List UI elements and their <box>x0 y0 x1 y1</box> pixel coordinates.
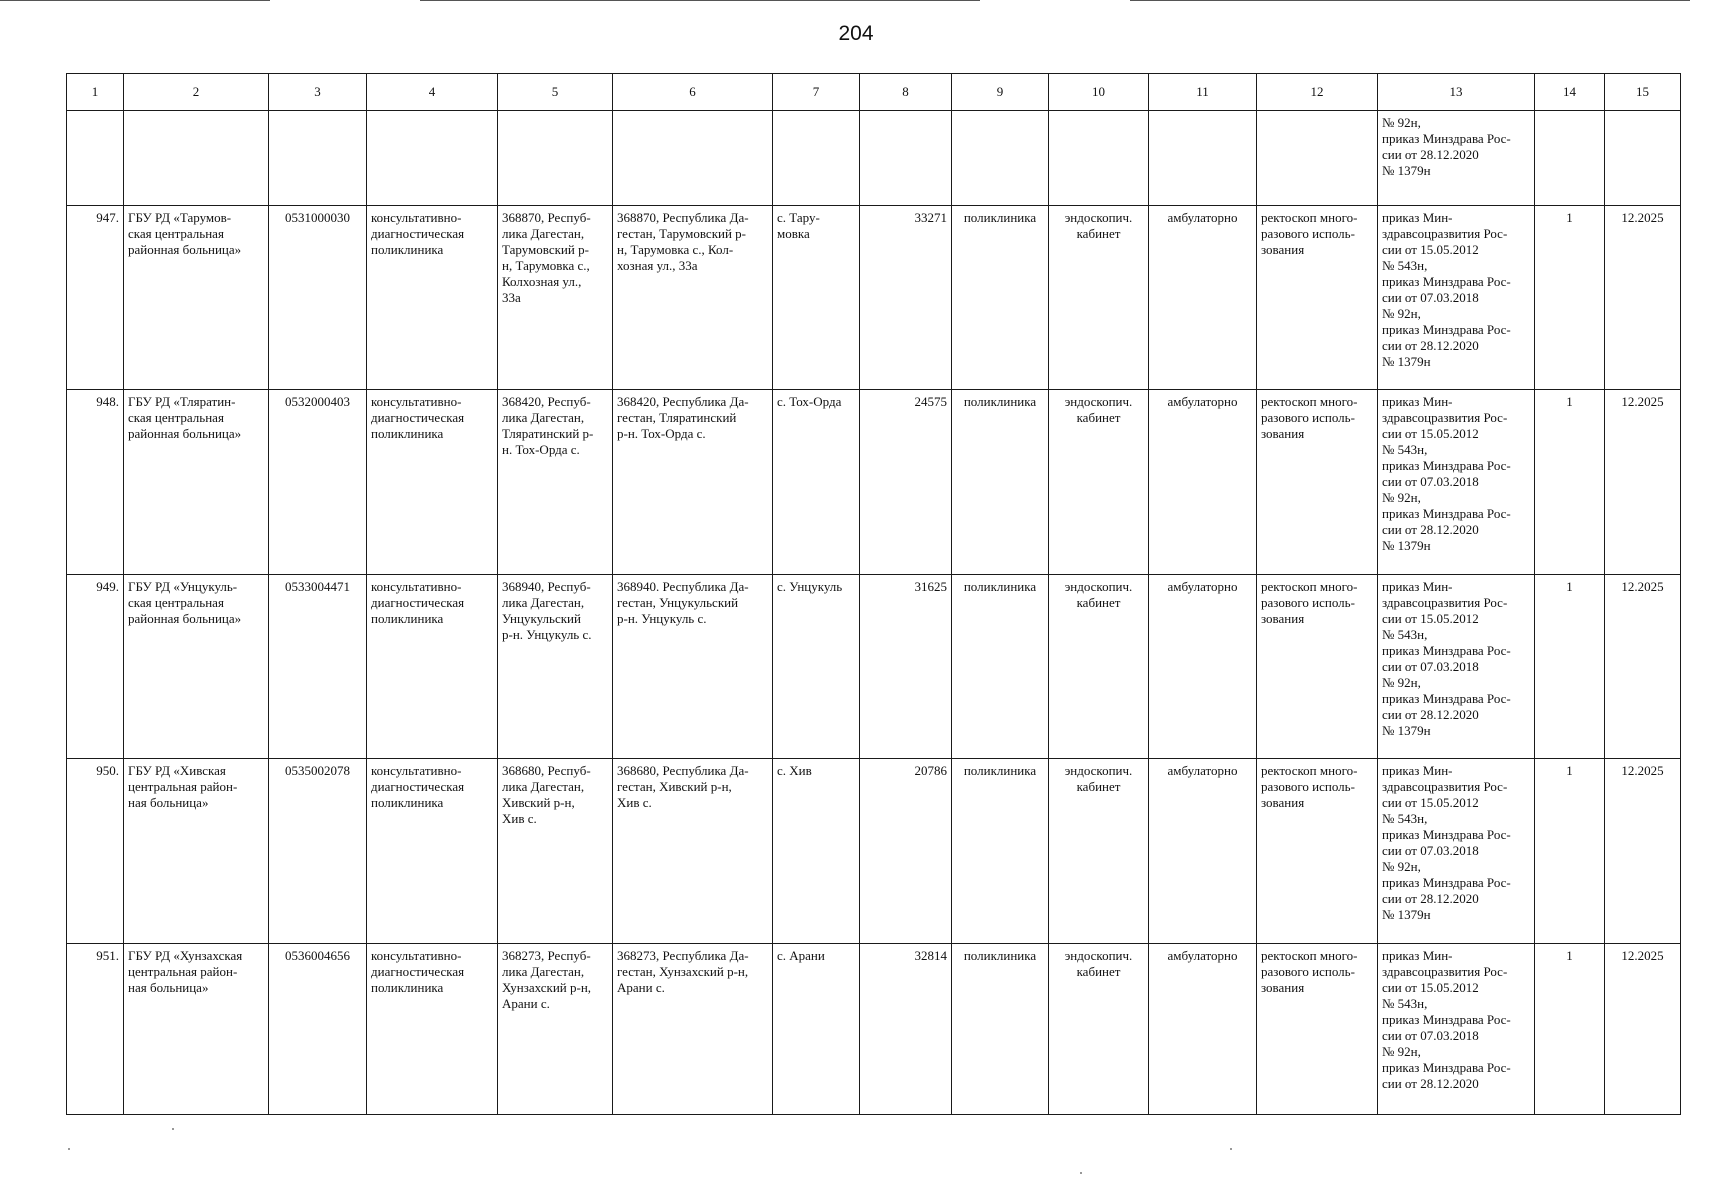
equipment-cell: ректоскоп много- разового исполь- зования <box>1257 574 1378 758</box>
column-header-11: 11 <box>1149 74 1257 111</box>
organization-cell: ГБУ РД «Унцукуль- ская центральная районная больница» <box>124 574 269 758</box>
care-mode-cell: амбулаторно <box>1149 759 1257 943</box>
column-header-3: 3 <box>269 74 367 111</box>
column-header-10: 10 <box>1049 74 1149 111</box>
actual-address-cell: 368680, Республика Да- гестан, Хивский р-н, Хив с. <box>613 759 773 943</box>
column-header-2: 2 <box>124 74 269 111</box>
date-cell: 12.2025 <box>1605 574 1681 758</box>
orders-cell: приказ Мин- здравсоцразвития Рос- сии от 15.05.2012 № 543н, приказ Минздрава Рос- сии от 07.03.2018 № 92н, приказ Минздрава Рос- сии от 28.12.2020 № 1379н <box>1378 205 1535 389</box>
code-cell: 0531000030 <box>269 205 367 389</box>
care-mode-cell: амбулаторно <box>1149 205 1257 389</box>
equipment-cell: ректоскоп много- разового исполь- зования <box>1257 390 1378 574</box>
register-table <box>66 73 1681 1115</box>
facility-type-cell: консультативно- диагностическая поликлиника <box>367 574 498 758</box>
equipment-cell: ректоскоп много- разового исполь- зования <box>1257 205 1378 389</box>
locality-cell: с. Хив <box>773 759 860 943</box>
scan-speck <box>1230 1148 1232 1150</box>
population-cell: 33271 <box>860 205 952 389</box>
legal-address-cell: 368940, Респуб- лика Дагестан, Унцукульский р-н. Унцукуль с. <box>498 574 613 758</box>
column-number-row <box>67 74 1681 111</box>
population-cell: 31625 <box>860 574 952 758</box>
scan-edge-line <box>1130 0 1690 1</box>
facility-type-cell: консультативно- диагностическая поликлиника <box>367 390 498 574</box>
orders-cell: приказ Мин- здравсоцразвития Рос- сии от 15.05.2012 № 543н, приказ Минздрава Рос- сии от 07.03.2018 № 92н, приказ Минздрава Рос- сии от 28.12.2020 № 1379н <box>1378 390 1535 574</box>
column-header-8: 8 <box>860 74 952 111</box>
code-cell: 0536004656 <box>269 943 367 1114</box>
table-row <box>67 943 1681 1114</box>
unit-cell: поликлиника <box>952 943 1049 1114</box>
population-cell: 32814 <box>860 943 952 1114</box>
table-row <box>67 759 1681 943</box>
continuation-row <box>67 111 1681 206</box>
locality-cell: с. Тох-Орда <box>773 390 860 574</box>
quantity-cell: 1 <box>1535 943 1605 1114</box>
quantity-cell: 1 <box>1535 390 1605 574</box>
cabinet-cell: эндоскопич. кабинет <box>1049 205 1149 389</box>
actual-address-cell: 368870, Республика Да- гестан, Тарумовский р- н, Тарумовка с., Кол- хозная ул., 33а <box>613 205 773 389</box>
equipment-cell: ректоскоп много- разового исполь- зования <box>1257 943 1378 1114</box>
date-cell: 12.2025 <box>1605 205 1681 389</box>
column-header-7: 7 <box>773 74 860 111</box>
quantity-cell: 1 <box>1535 205 1605 389</box>
table-row <box>67 205 1681 389</box>
row-number-cell: 950. <box>67 759 124 943</box>
legal-address-cell: 368420, Респуб- лика Дагестан, Тляратинский р- н. Тох-Орда с. <box>498 390 613 574</box>
unit-cell: поликлиника <box>952 759 1049 943</box>
code-cell: 0535002078 <box>269 759 367 943</box>
row-number-cell: 951. <box>67 943 124 1114</box>
unit-cell: поликлиника <box>952 574 1049 758</box>
facility-type-cell: консультативно- диагностическая поликлиника <box>367 205 498 389</box>
cabinet-cell: эндоскопич. кабинет <box>1049 390 1149 574</box>
cabinet-cell: эндоскопич. кабинет <box>1049 574 1149 758</box>
facility-type-cell: консультативно- диагностическая поликлиника <box>367 759 498 943</box>
continuation-orders-cell: № 92н, приказ Минздрава Рос- сии от 28.12.2020 № 1379н <box>1378 111 1535 206</box>
care-mode-cell: амбулаторно <box>1149 390 1257 574</box>
column-header-13: 13 <box>1378 74 1535 111</box>
orders-cell: приказ Мин- здравсоцразвития Рос- сии от 15.05.2012 № 543н, приказ Минздрава Рос- сии от 07.03.2018 № 92н, приказ Минздрава Рос- сии от 28.12.2020 № 1379н <box>1378 759 1535 943</box>
locality-cell: с. Тару- мовка <box>773 205 860 389</box>
actual-address-cell: 368273, Республика Да- гестан, Хунзахский р-н, Арани с. <box>613 943 773 1114</box>
column-header-4: 4 <box>367 74 498 111</box>
facility-type-cell: консультативно- диагностическая поликлиника <box>367 943 498 1114</box>
code-cell: 0533004471 <box>269 574 367 758</box>
legal-address-cell: 368680, Респуб- лика Дагестан, Хивский р-н, Хив с. <box>498 759 613 943</box>
scan-speck <box>172 1128 174 1130</box>
column-header-9: 9 <box>952 74 1049 111</box>
care-mode-cell: амбулаторно <box>1149 574 1257 758</box>
column-header-1: 1 <box>67 74 124 111</box>
legal-address-cell: 368273, Респуб- лика Дагестан, Хунзахский р-н, Арани с. <box>498 943 613 1114</box>
date-cell: 12.2025 <box>1605 390 1681 574</box>
cabinet-cell: эндоскопич. кабинет <box>1049 759 1149 943</box>
row-number-cell: 949. <box>67 574 124 758</box>
column-header-15: 15 <box>1605 74 1681 111</box>
table-row <box>67 390 1681 574</box>
unit-cell: поликлиника <box>952 205 1049 389</box>
population-cell: 24575 <box>860 390 952 574</box>
date-cell: 12.2025 <box>1605 943 1681 1114</box>
equipment-cell: ректоскоп много- разового исполь- зования <box>1257 759 1378 943</box>
scan-edge-line <box>0 0 270 1</box>
quantity-cell: 1 <box>1535 759 1605 943</box>
organization-cell: ГБУ РД «Хивская центральная район- ная больница» <box>124 759 269 943</box>
page-number: 204 <box>838 22 874 45</box>
date-cell: 12.2025 <box>1605 759 1681 943</box>
actual-address-cell: 368940. Республика Да- гестан, Унцукульский р-н. Унцукуль с. <box>613 574 773 758</box>
actual-address-cell: 368420, Республика Да- гестан, Тляратинский р-н. Тох-Орда с. <box>613 390 773 574</box>
scan-edge-line <box>420 0 980 1</box>
column-header-14: 14 <box>1535 74 1605 111</box>
organization-cell: ГБУ РД «Тляратин- ская центральная районная больница» <box>124 390 269 574</box>
legal-address-cell: 368870, Респуб- лика Дагестан, Тарумовский р- н, Тарумовка с., Колхозная ул., 33а <box>498 205 613 389</box>
table-row <box>67 574 1681 758</box>
column-header-12: 12 <box>1257 74 1378 111</box>
orders-cell: приказ Мин- здравсоцразвития Рос- сии от 15.05.2012 № 543н, приказ Минздрава Рос- сии от 07.03.2018 № 92н, приказ Минздрава Рос- сии от 28.12.2020 № 1379н <box>1378 574 1535 758</box>
scan-speck <box>1080 1172 1082 1174</box>
code-cell: 0532000403 <box>269 390 367 574</box>
care-mode-cell: амбулаторно <box>1149 943 1257 1114</box>
quantity-cell: 1 <box>1535 574 1605 758</box>
row-number-cell: 948. <box>67 390 124 574</box>
orders-cell: приказ Мин- здравсоцразвития Рос- сии от 15.05.2012 № 543н, приказ Минздрава Рос- сии от 07.03.2018 № 92н, приказ Минздрава Рос- сии от 28.12.2020 <box>1378 943 1535 1114</box>
cabinet-cell: эндоскопич. кабинет <box>1049 943 1149 1114</box>
organization-cell: ГБУ РД «Тарумов- ская центральная районная больница» <box>124 205 269 389</box>
unit-cell: поликлиника <box>952 390 1049 574</box>
locality-cell: с. Арани <box>773 943 860 1114</box>
locality-cell: с. Унцукуль <box>773 574 860 758</box>
column-header-6: 6 <box>613 74 773 111</box>
organization-cell: ГБУ РД «Хунзахская центральная район- ная больница» <box>124 943 269 1114</box>
population-cell: 20786 <box>860 759 952 943</box>
scan-speck <box>68 1148 70 1150</box>
row-number-cell: 947. <box>67 205 124 389</box>
column-header-5: 5 <box>498 74 613 111</box>
